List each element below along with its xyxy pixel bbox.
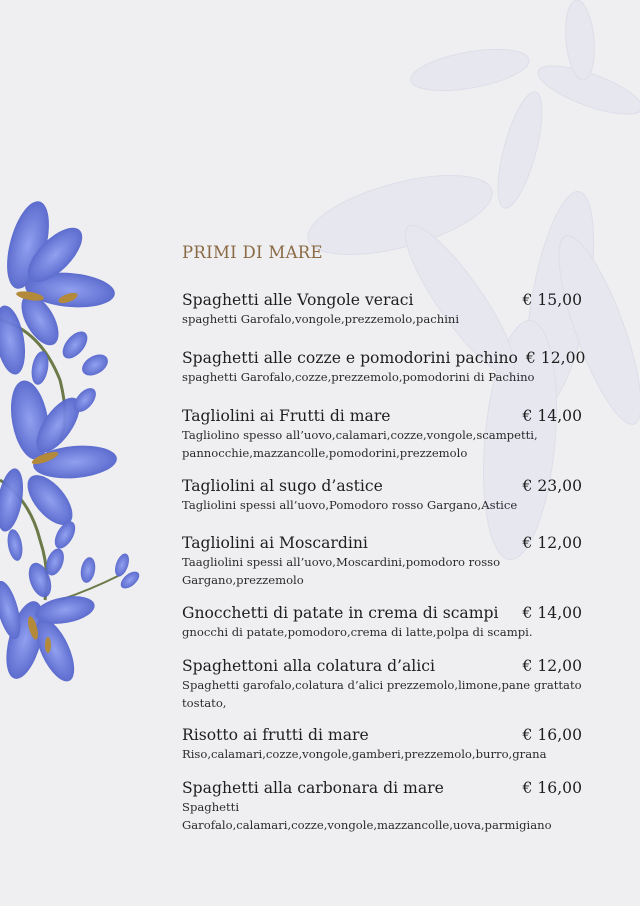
item-price: € 23,00 xyxy=(522,477,582,495)
menu-item xyxy=(182,533,582,589)
item-name: Risotto ai frutti di mare xyxy=(182,726,369,744)
section-title: PRIMI DI MARE xyxy=(182,243,323,262)
menu-item xyxy=(182,290,582,329)
item-name: Gnocchetti di patate in crema di scampi xyxy=(182,604,499,622)
item-price: € 15,00 xyxy=(522,291,582,309)
item-price: € 12,00 xyxy=(522,657,582,675)
item-description: Tagliolini spessi all’uovo,Pomodoro rosso Gargano,Astice xyxy=(182,498,518,512)
item-name: Tagliolini al sugo d’astice xyxy=(182,477,383,495)
item-name: Spaghetti alla carbonara di mare xyxy=(182,779,444,797)
menu-item xyxy=(182,348,586,387)
item-price: € 16,00 xyxy=(522,726,582,744)
item-price: € 16,00 xyxy=(522,779,582,797)
item-description: gnocchi di patate,pomodoro,crema di latte,polpa di scampi. xyxy=(182,625,533,639)
menu-item xyxy=(182,778,582,834)
item-name: Spaghetti alle Vongole veraci xyxy=(182,291,414,309)
menu-item xyxy=(182,476,582,515)
item-description: spaghetti Garofalo,cozze,prezzemolo,pomodorini di Pachino xyxy=(182,370,535,384)
item-description: spaghetti Garofalo,vongole,prezzemolo,pachini xyxy=(182,312,460,326)
item-description: Spaghetti Garofalo,calamari,cozze,vongole,mazzancolle,uova,parmigiano xyxy=(182,800,552,832)
item-description: Spaghetti garofalo,colatura d’alici prezzemolo,limone,pane grattato tostato, xyxy=(182,678,582,710)
item-name: Tagliolini ai Moscardini xyxy=(182,534,368,552)
item-price: € 14,00 xyxy=(522,407,582,425)
menu-item xyxy=(182,656,582,712)
item-name: Spaghettoni alla colatura d’alici xyxy=(182,657,436,675)
item-description: Riso,calamari,cozze,vongole,gamberi,prezzemolo,burro,grana xyxy=(182,747,547,761)
menu-item xyxy=(182,406,582,462)
item-price: € 12,00 xyxy=(525,349,586,367)
flower-branch-icon xyxy=(0,197,142,687)
item-name: Tagliolini ai Frutti di mare xyxy=(182,407,391,425)
item-description: Taagliolini spessi all’uovo,Moscardini,pomodoro rosso Gargano,prezzemolo xyxy=(182,555,501,587)
item-price: € 14,00 xyxy=(522,604,582,622)
menu-item xyxy=(182,603,582,642)
item-price: € 12,00 xyxy=(522,534,582,552)
menu-item xyxy=(182,725,582,764)
item-description: Tagliolino spesso all’uovo,calamari,cozze,vongole,scampetti, pannocchie,mazzancolle,pomodorini,prezzemolo xyxy=(182,428,538,460)
item-name: Spaghetti alle cozze e pomodorini pachino xyxy=(182,349,518,367)
